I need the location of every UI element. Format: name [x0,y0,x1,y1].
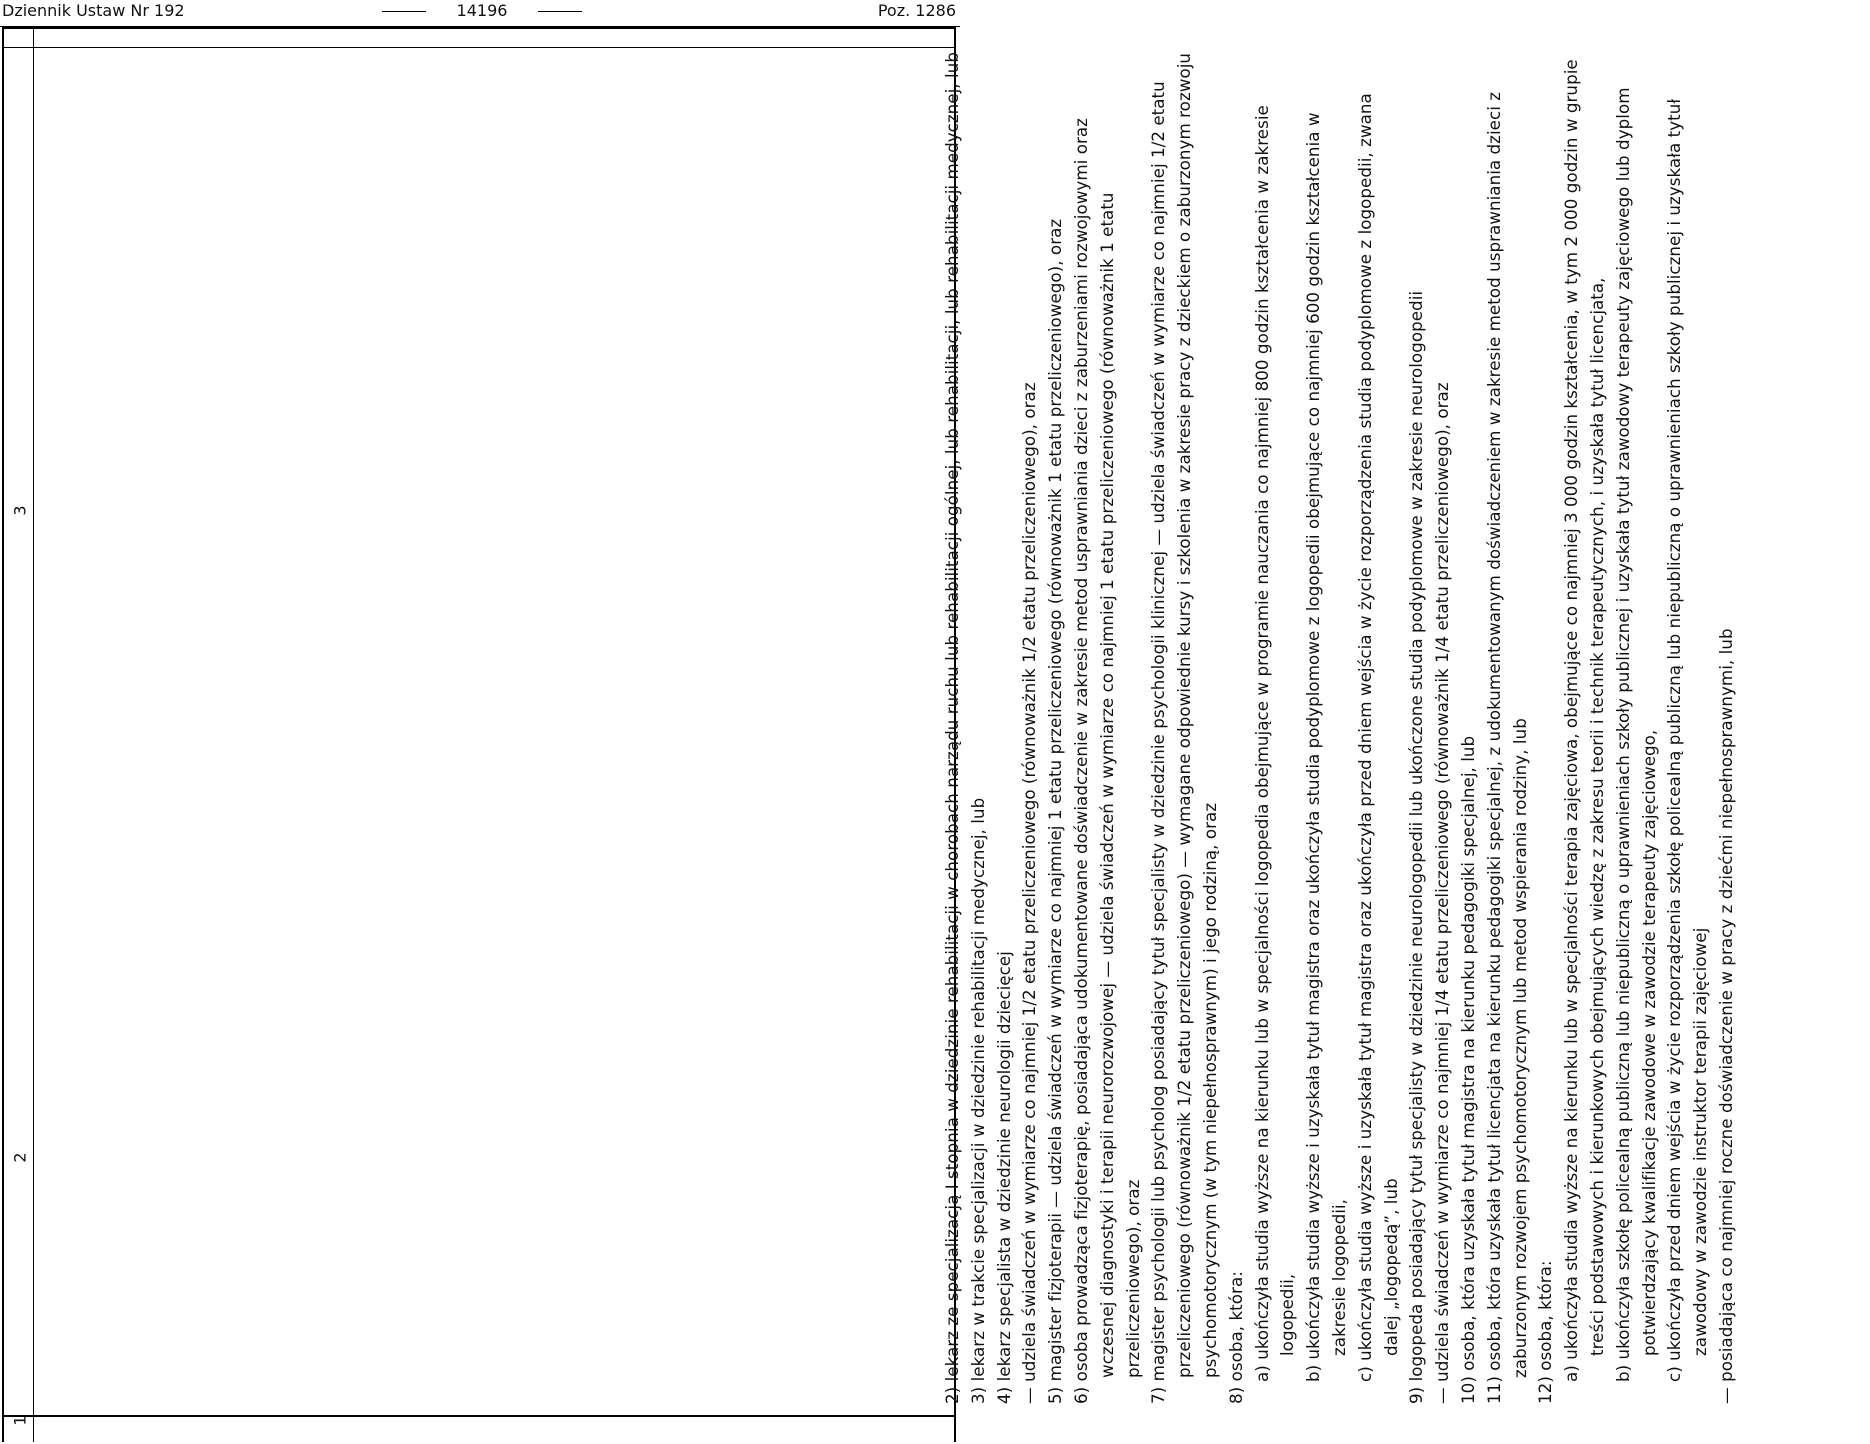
list-item: 7) magister psychologii lub psycholog posiadający tytuł specjalisty w dziedzinie psychologii klinicznej — udziela świadczeń w wymiarze co najmniej 1/2 etatu przeliczeniowego (równoważnik 1/2 etatu przeliczeniowego) — wymagane odpowiednie kursy i szkolenia w zakresie pracy z dzieckiem o zaburzonym rozwoju psychomotorycznym (w tym niepełnosprawnym) i jego rodziną, oraz [1148,52,1220,1404]
list-subitem: a) ukończyła studia wyższe na kierunku lub w specjalności terapia zajęciowa, obejmujące co najmniej 3 000 godzin kształcenia, w tym 2 000 godzin w grupie treści podstawowych i kierunkowych obejmujących wiedzę z zakresu teorii i technik terapeutycznych, i uzyskała tytuł licencjata, [1561,59,1607,1382]
table-border-top [2,27,956,29]
column-divider [33,27,34,1442]
list-item: 12) osoba, która: [1535,1260,1556,1404]
column-number-3: 3 [10,505,30,516]
list-item: — udziela świadczeń w wymiarze co najmniej 1/4 etatu przeliczeniowego (równoważnik 1/4 etatu przeliczeniowego), oraz [1432,382,1453,1404]
list-subitem: c) ukończyła przed dniem wejścia w życie rozporządzenia szkołę policealną publiczną lub niepubliczną o uprawnieniach szkoły publicznej i uzyskała tytuł zawodowy w zawodzie instruktor terapii zajęciowej [1664,98,1711,1382]
list-item: 3) lekarz w trakcie specjalizacji w dziedzinie rehabilitacji medycznej, lub [967,797,988,1404]
list-item: 8) osoba, która: [1225,1271,1246,1404]
list-item: — udziela świadczeń w wymiarze co najmniej 1/2 etatu przeliczeniowego (równoważnik 1/2 etatu przeliczeniowego), oraz [1019,382,1040,1404]
list-item: 2) lekarz ze specjalizacją I stopnia w dziedzinie rehabilitacji w chorobach narządu ruchu lub rehabilitacji ogólnej, lub rehabilitacji, lub rehabilitacji medycznej, lub [942,52,962,1404]
column-3-content [940,48,1870,1404]
list-item: — posiadająca co najmniej roczne doświadczenie w pracy z dziećmi niepełnosprawnymi, lub [1715,628,1736,1404]
list-subitem: a) ukończyła studia wyższe na kierunku lub w specjalności logopedia obejmujące w programie nauczania co najmniej 800 godzin kształcenia w zakresie logopedii, [1251,105,1298,1382]
list-item: 11) osoba, która uzyskała tytuł licencjata na kierunku pedagogiki specjalnej, z udokumentowanym doświadczeniem w zakresie metod usprawniania dzieci z zaburzonym rozwojem psychomotorycznym lub metod wspierania rodziny, lub [1483,91,1530,1404]
list-subitem: b) ukończyła studia wyższe i uzyskała tytuł magistra oraz ukończyła studia podyplomowe z logopedii obejmujące co najmniej 600 godzin kształcenia w zakresie logopedii, [1303,112,1349,1382]
list-item: 5) magister fizjoterapii — udziela świadczeń w wymiarze co najmniej 1 etatu przeliczeniowego (równoważnik 1 etatu przeliczeniowego), oraz [1045,218,1066,1404]
position-number: Poz. 1286 [877,1,956,20]
list-item: 6) osoba prowadząca fizjoterapię, posiadająca udokumentowane doświadczenie w zakresie metod usprawniania dzieci z zaburzeniami rozwojowymi oraz wczesnej diagnostyki i terapii neurorozwojowej — udziela świadczeń w wymiarze co najmniej 1 etatu przeliczeniowego (równoważnik 1 etatu przeliczeniowego), oraz [1070,118,1143,1404]
column-number-1: 1 [10,1415,30,1426]
content-list [940,48,1740,1404]
table-border-bottom [2,1415,956,1417]
list-subitem: b) ukończyła szkołę policealną publiczną lub niepubliczną o uprawnieniach szkoły publicznej i uzyskała tytuł zawodowy terapeuty zajęciowego lub dyplom potwierdzający kwalifikacje zawodowe w zawodzie terapeuty zajęciowego, [1612,87,1659,1382]
journal-name: Dziennik Ustaw Nr 192 [2,1,185,20]
list-subitem: c) ukończyła studia wyższe i uzyskała tytuł magistra oraz ukończyła przed dniem wejścia w życie rozporządzenia studia podyplomowe z logopedii, zwana dalej „logopedą”, lub [1354,93,1401,1382]
header-row-divider [2,47,956,48]
column-number-2: 2 [10,1152,30,1163]
rotated-table [0,27,960,1444]
table-border-left [2,27,4,1442]
list-item: 10) osoba, która uzyskała tytuł magistra na kierunku pedagogiki specjalnej, lub [1457,735,1478,1404]
page-header [0,0,960,27]
page-number: 14196 [434,1,530,20]
list-item: 9) logopeda posiadający tytuł specjalisty w dziedzinie neurologopedii lub ukończone studia podyplomowe w zakresie neurologopedii [1406,290,1427,1404]
list-item: 4) lekarz specjalista w dziedzinie neurologii dziecięcej [993,951,1014,1404]
